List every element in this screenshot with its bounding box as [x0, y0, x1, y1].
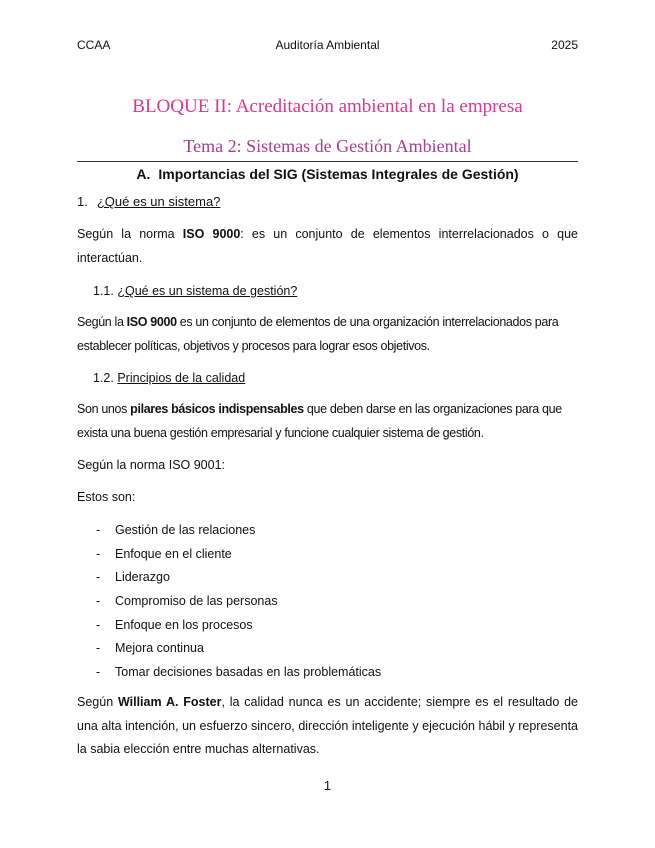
page-number: 1 — [323, 778, 332, 793]
paragraph-iso9001: Según la norma ISO 9001: — [77, 458, 226, 472]
bold-term: ISO 9000 — [182, 227, 241, 241]
subheading-1-1 — [93, 281, 297, 301]
dash-bullet: - — [96, 594, 101, 609]
subheading-number: 1.1. — [93, 284, 114, 298]
list-item-text: Gestión de las relaciones — [115, 523, 256, 537]
dash-bullet: - — [96, 617, 101, 632]
paragraph-foster-quote — [77, 691, 578, 762]
list-item — [93, 614, 381, 638]
bold-term: pilares básicos indispensables — [130, 402, 304, 416]
text-run: Según la — [77, 315, 127, 329]
principles-list — [93, 519, 381, 685]
text-run: : es un conjunto de elementos interrelacionados o que interactúan. — [77, 227, 578, 265]
question-heading-1 — [77, 192, 220, 212]
section-heading — [77, 166, 578, 182]
subheading-text: ¿Qué es un sistema de gestión? — [117, 284, 298, 298]
header-right: 2025 — [551, 38, 578, 52]
list-item — [93, 637, 381, 661]
paragraph-these-are: Estos son: — [77, 490, 136, 504]
block-title: BLOQUE II: Acreditación ambiental en la empresa — [132, 96, 523, 117]
section-letter: A. — [136, 166, 151, 182]
section-text: Importancias del SIG (Sistemas Integrales de Gestión) — [158, 166, 519, 182]
dash-bullet: - — [96, 523, 101, 537]
dash-bullet: - — [96, 641, 101, 656]
header-center: Auditoría Ambiental — [275, 38, 380, 52]
text-run: es un conjunto de elementos de una organización interrelacionados para establecer políticas, objetivos y procesos para lograr esos objetivos. — [77, 315, 559, 353]
list-item — [93, 519, 381, 543]
paragraph-system-definition — [77, 223, 578, 270]
bold-term: ISO 9000 — [126, 315, 177, 329]
dash-bullet: - — [96, 570, 101, 585]
subheading-text: Principios de la calidad — [117, 371, 246, 385]
title-divider — [77, 161, 578, 162]
list-item — [93, 590, 381, 614]
list-item — [93, 661, 381, 685]
paragraph-quality-pillars — [77, 398, 578, 445]
list-item — [93, 566, 381, 590]
list-item-text: Enfoque en el cliente — [115, 546, 232, 561]
question-text: ¿Qué es un sistema? — [96, 194, 221, 209]
header-left: CCAA — [77, 38, 111, 52]
page-header — [77, 38, 578, 54]
list-item-text: Liderazgo — [115, 570, 170, 585]
text-run: Según — [77, 695, 118, 709]
text-run: Son unos — [77, 402, 131, 416]
text-run: Según la norma — [77, 227, 183, 241]
list-item-text: Enfoque en los procesos — [115, 617, 253, 632]
topic-title: Tema 2: Sistemas de Gestión Ambiental — [183, 136, 472, 156]
subheading-number: 1.2. — [93, 371, 114, 385]
list-item-text: Mejora continua — [115, 641, 204, 656]
list-item-text: Tomar decisiones basadas en las problemáticas — [115, 665, 382, 680]
bold-term: William A. Foster — [117, 695, 222, 709]
list-item-text: Compromiso de las personas — [115, 594, 278, 609]
paragraph-management-system — [77, 311, 578, 358]
subheading-1-2 — [93, 368, 245, 388]
dash-bullet: - — [96, 546, 101, 561]
question-number: 1. — [77, 194, 88, 209]
dash-bullet: - — [96, 665, 101, 680]
list-item — [93, 543, 381, 567]
text-run: , la calidad nunca es un accidente; siempre es el resultado de una alta intención, un esfuerzo sincero, dirección inteligente y ejecución hábil y representa la sabia elección entre muchas alternativas. — [77, 695, 578, 756]
text-run: que deben darse en las organizaciones para que exista una buena gestión empresarial y funcione cualquier sistema de gestión. — [77, 402, 562, 440]
